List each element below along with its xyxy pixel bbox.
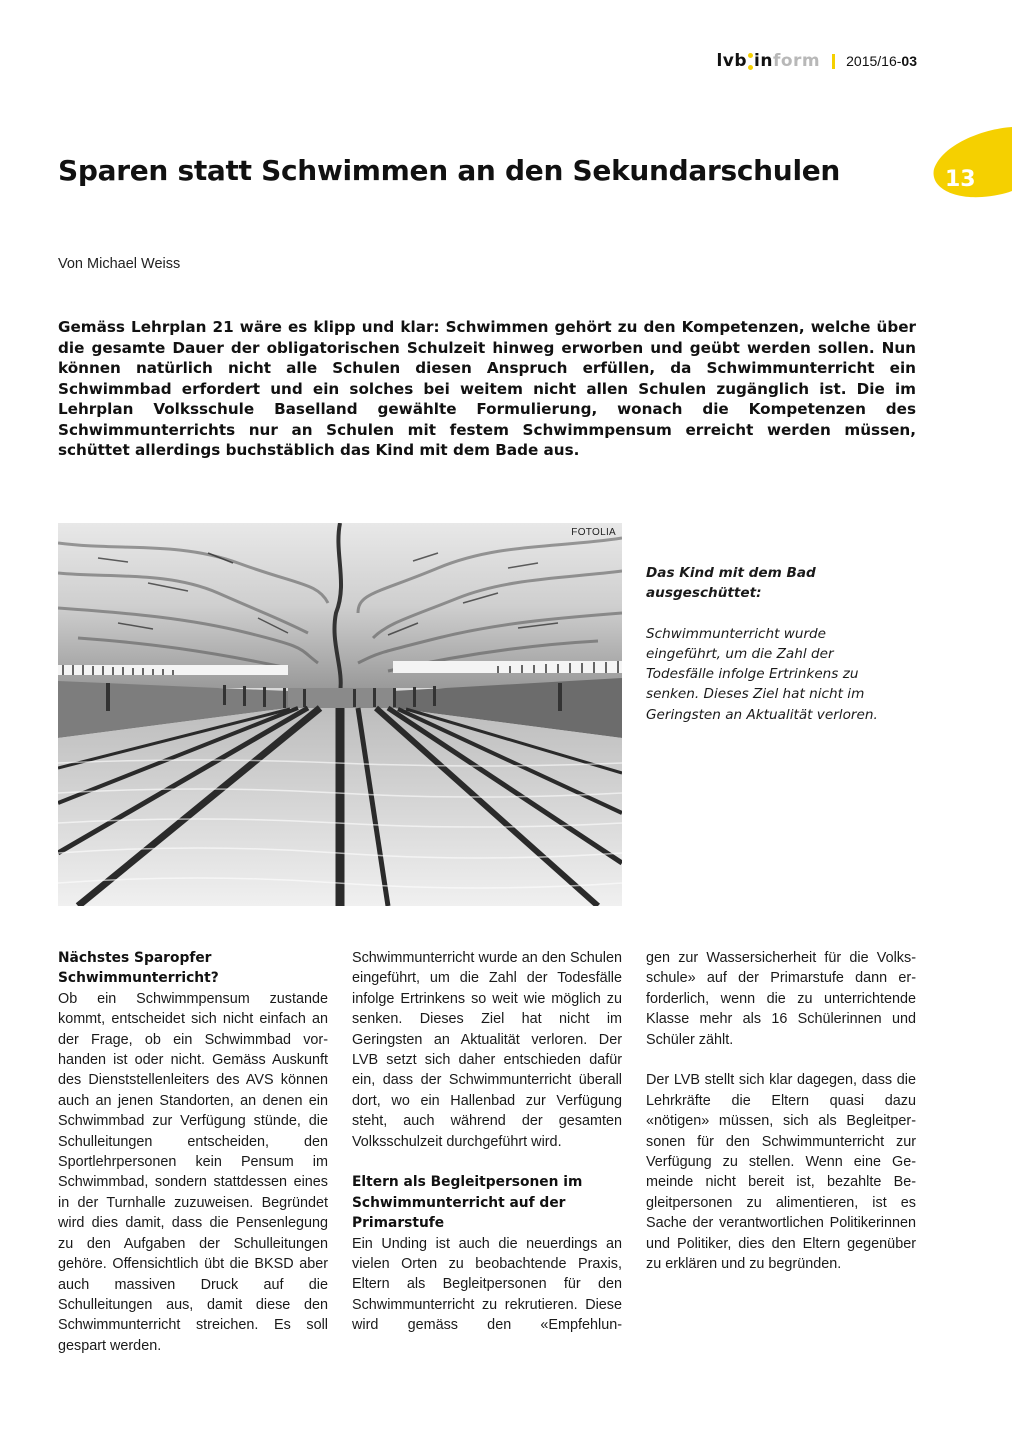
issue-no: 03 [901, 53, 917, 69]
body-column-2 [352, 948, 622, 1336]
issue-year: 2015/16- [846, 53, 902, 69]
logo-in: in [754, 51, 773, 71]
section-heading-sparopfer: Nächstes Sparopfer Schwimmunterricht? [58, 950, 219, 987]
page-number-badge [912, 127, 1012, 199]
article-lead: Gemäss Lehrplan 21 wäre es klipp und klar: Schwimmen gehört zu den Kompetenzen, welche über die gesamte Dauer der obligatorischen Schulzeit hinweg erworben und geübt werden sollen. Nun können natürlich nicht alle Schulen diesen Anspruch erfüllen, da Schwimmunterricht ein Schwimmbad erfordert und ein solches bei weitem nicht allen Schulen zugänglich ist. Die im Lehrplan Volksschule Baselland gewählte Formulierung, wonach die Kompetenzen des Schwimmunterrichts nur an Schulen mit festem Schwimmpensum erreicht werden müssen, schüttet allerdings buchstäblich das Kind mit dem Bade aus. [58, 318, 916, 459]
section-heading-eltern: Eltern als Begleitpersonen im Schwimmunterricht auf der Primarstufe [352, 1174, 583, 1232]
body-column-1 [58, 948, 328, 1356]
paragraph-sparopfer: Ob ein Schwimmpensum zustande kommt, entscheidet sich nicht einfach an der Frage, ob ein Schwimmbad vorhanden ist oder nicht. Gemäss Auskunft des Dienststellenleiters des AVS können auch an jenen Standorten, an denen ein Schwimmbad zur Verfügung stünde, die Schulleitungen entscheiden, den Sportlehrpersonen kein Pensum im Schwimmbad, sondern stattdessen eines in der Turnhalle zuzuweisen. Begründet wird dies damit, dass die Pensenlegung zu den Aufgaben der Schulleitungen gehöre. Offensichtlich übt die BKSD aber auch massiven Druck auf die Schulleitungen aus, damit diese den Schwimmunterricht streichen. Es soll gespart werden. [58, 990, 328, 1354]
paragraph-spacer [352, 1152, 622, 1172]
paragraph-eltern-part2: gen zur Wassersicherheit für die Volksschule» auf der Primarstufe dann erforderlich, wenn die zu unterrichtende Klasse mehr als 16 Schülerinnen und Schüler zählt. [646, 950, 916, 1048]
article-author: Von Michael Weiss [58, 256, 181, 272]
paragraph-eltern-part1: Ein Unding ist auch die neuerdings an vielen Orten zu beobachtende Praxis, Eltern als Begleitpersonen für den Schwimmunterricht zu rekrutieren. Diese wird gemäss den «Empfehlun- [352, 1235, 622, 1334]
page-number: 13 [945, 167, 976, 192]
masthead-divider [832, 54, 835, 69]
photo-caption [646, 563, 886, 725]
article-title: Sparen statt Schwimmen an den Sekundarschulen [58, 154, 841, 187]
lvb-inform-logo [716, 51, 820, 71]
article-photo [58, 523, 622, 906]
body-column-3 [646, 948, 916, 1274]
logo-lvb: lvb [716, 51, 748, 71]
caption-title: Das Kind mit dem Bad ausgeschüttet: [646, 565, 816, 602]
paragraph-lvb-position: Schwimmunterricht wurde an den Schulen eingeführt, um die Zahl der Todesfälle infolge Ertrinkens so weit wie möglich zu senken. Dieses Ziel hat nicht im Geringsten an Aktualität verloren. Der LVB setzt sich daher entschieden dafür ein, dass der Schwimmunterricht überall dort, wo ein Hallenbad zur Verfügung steht, auch während der gesamten Volksschulzeit durchgeführt wird. [352, 950, 622, 1150]
issue-number [846, 53, 917, 69]
caption-text: Schwimmunterricht wurde eingeführt, um die Zahl der Todesfälle infolge Ertrinkens zu senken. Dieses Ziel hat nicht im Geringsten an Aktualität verloren. [646, 625, 878, 723]
logo-colon-dots-icon [748, 53, 753, 70]
photo-credit: FOTOLIA [571, 527, 616, 538]
swimming-pool-underwater-image [58, 523, 622, 906]
logo-form: form [772, 51, 821, 71]
paragraph-lvb-dagegen: Der LVB stellt sich klar dagegen, dass die Lehrkräfte die Eltern quasi dazu «nötigen» müssen, sich als Begleitpersonen für den Schwimmunterricht zur Verfügung zu stellen. Wenn eine Gemeinde nicht bereit ist, bezahlte Begleitpersonen zu alimentieren, ist es Sache der verantwortlichen Politikerinnen und Politiker, dies den Eltern gegenüber zu erklären und zu begründen. [646, 1072, 916, 1273]
masthead [716, 50, 917, 72]
